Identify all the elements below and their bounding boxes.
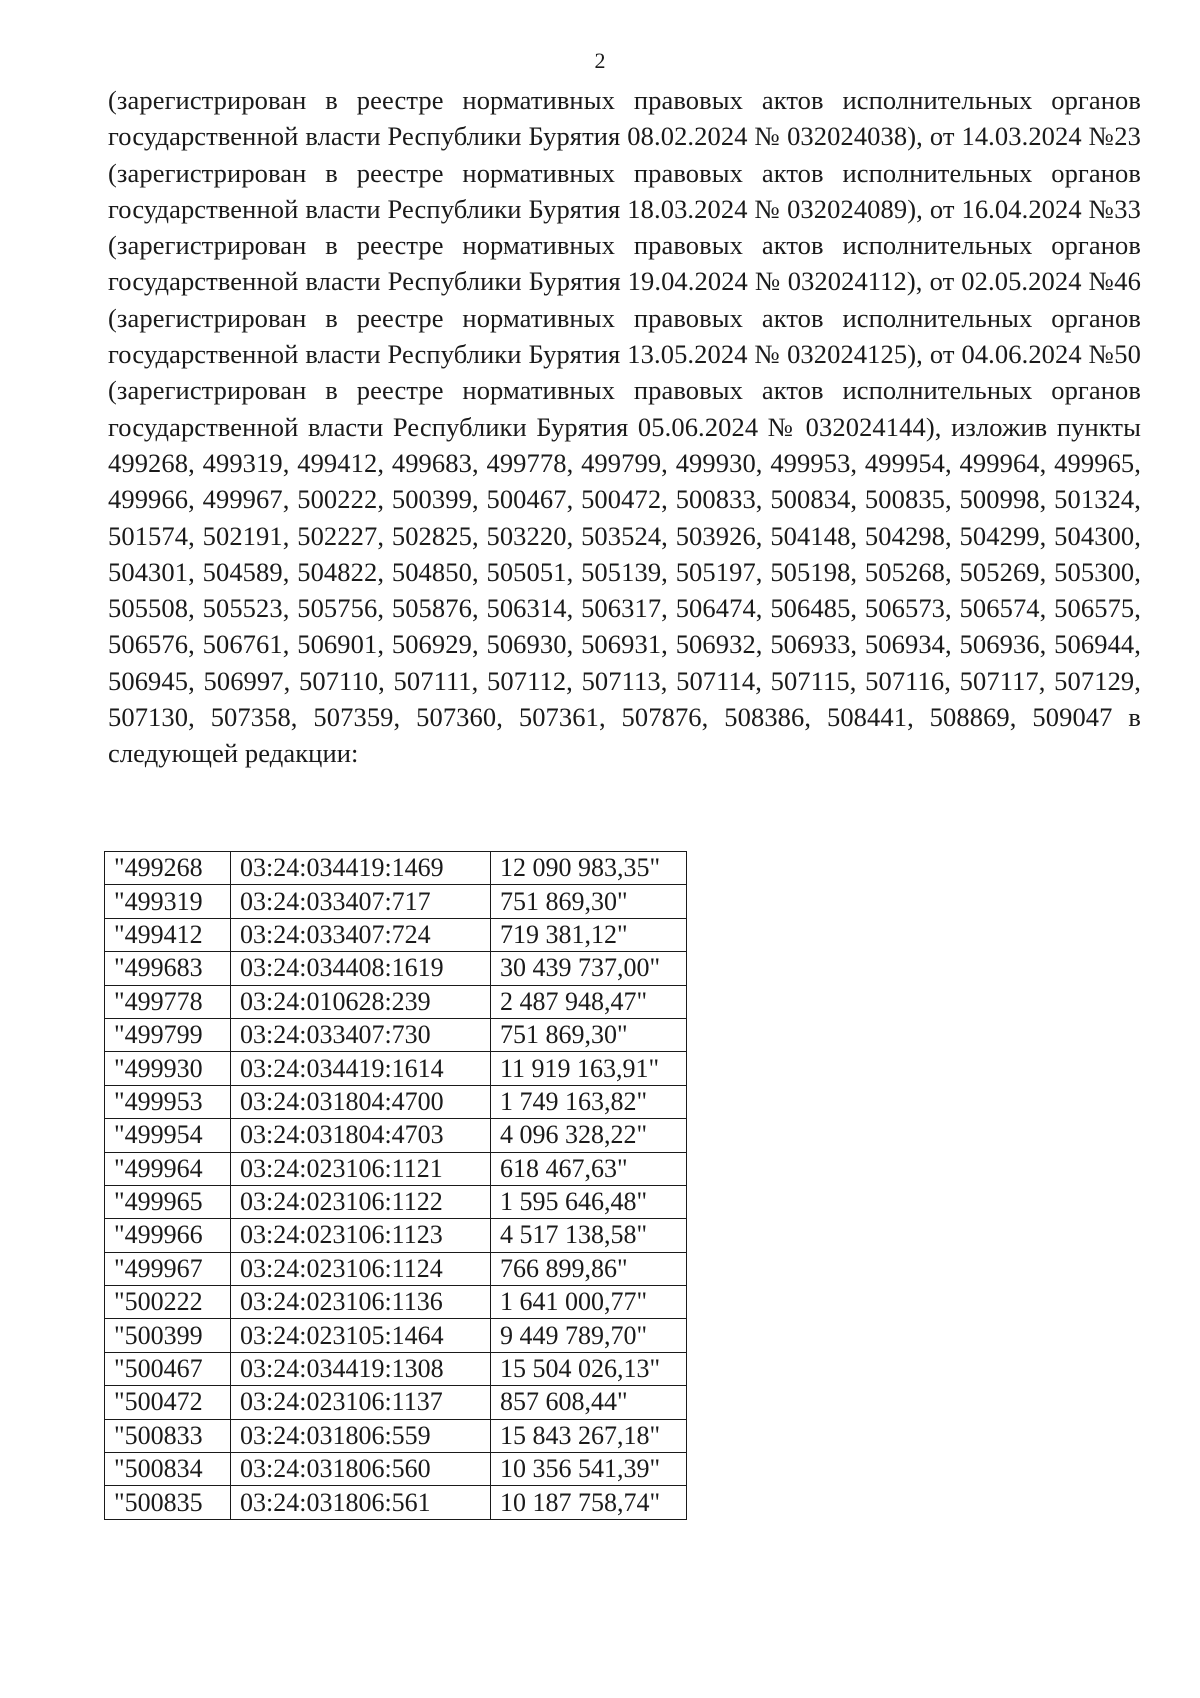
cadastral-value-cell: 766 899,86"	[491, 1252, 687, 1285]
item-number-cell: "499268	[105, 852, 231, 885]
item-number-cell: "499954	[105, 1119, 231, 1152]
cadastral-value-cell: 15 843 267,18"	[491, 1419, 687, 1452]
item-number-cell: "499799	[105, 1018, 231, 1051]
body-paragraph: (зарегистрирован в реестре нормативных правовых актов исполнительных органов государственной власти Республики Бурятия 08.02.2024 № 032024038), от 14.03.2024 №23 (зарегистрирован в реестре нормативных правовых актов исполнительных органов государственной власти Республики Бурятия 18.03.2024 № 032024089), от 16.04.2024 №33 (зарегистрирован в реестре нормативных правовых актов исполнительных органов государственной власти Республики Бурятия 19.04.2024 № 032024112), от 02.05.2024 №46 (зарегистрирован в реестре нормативных правовых актов исполнительных органов государственной власти Республики Бурятия 13.05.2024 № 032024125), от 04.06.2024 №50 (зарегистрирован в реестре нормативных правовых актов исполнительных органов государственной власти Республики Бурятия 05.06.2024 № 032024144), изложив пункты 499268, 499319, 499412, 499683, 499778, 499799, 499930, 499953, 499954, 499964, 499965, 499966, 499967, 500222, 500399, 500467, 500472, 500833, 500834, 500835, 500998, 501324, 501574, 502191, 502227, 502825, 503220, 503524, 503926, 504148, 504298, 504299, 504300, 504301, 504589, 504822, 504850, 505051, 505139, 505197, 505198, 505268, 505269, 505300, 505508, 505523, 505756, 505876, 506314, 506317, 506474, 506485, 506573, 506574, 506575, 506576, 506761, 506901, 506929, 506930, 506931, 506932, 506933, 506934, 506936, 506944, 506945, 506997, 507110, 507111, 507112, 507113, 507114, 507115, 507116, 507117, 507129, 507130, 507358, 507359, 507360, 507361, 507876, 508386, 508441, 508869, 509047 в следующей редакции:	[108, 85, 1141, 769]
cadastral-value-cell: 751 869,30"	[491, 1018, 687, 1051]
item-number-cell: "500467	[105, 1352, 231, 1385]
table-row	[105, 1419, 687, 1452]
item-number-cell: "499930	[105, 1052, 231, 1085]
cadastral-number-cell: 03:24:031804:4700	[231, 1085, 491, 1118]
cadastral-value-cell: 4 096 328,22"	[491, 1119, 687, 1152]
table-row	[105, 852, 687, 885]
cadastral-number-cell: 03:24:010628:239	[231, 985, 491, 1018]
item-number-cell: "500833	[105, 1419, 231, 1452]
table-row	[105, 885, 687, 918]
cadastral-number-cell: 03:24:023106:1124	[231, 1252, 491, 1285]
cadastral-value-cell: 1 749 163,82"	[491, 1085, 687, 1118]
cadastral-number-cell: 03:24:033407:730	[231, 1018, 491, 1051]
item-number-cell: "499964	[105, 1152, 231, 1185]
table-row	[105, 985, 687, 1018]
cadastral-value-cell: 618 467,63"	[491, 1152, 687, 1185]
item-number-cell: "499412	[105, 918, 231, 951]
cadastral-value-cell: 10 187 758,74"	[491, 1486, 687, 1519]
table-row	[105, 1453, 687, 1486]
item-number-cell: "499966	[105, 1219, 231, 1252]
cadastral-value-cell: 4 517 138,58"	[491, 1219, 687, 1252]
table-row	[105, 1018, 687, 1051]
cadastral-value-cell: 2 487 948,47"	[491, 985, 687, 1018]
item-number-cell: "499965	[105, 1185, 231, 1218]
page-number: 2	[594, 48, 606, 73]
cadastral-number-cell: 03:24:034419:1308	[231, 1352, 491, 1385]
item-number-cell: "500835	[105, 1486, 231, 1519]
table-row	[105, 1052, 687, 1085]
cadastral-number-cell: 03:24:031804:4703	[231, 1119, 491, 1152]
cadastral-value-cell: 30 439 737,00"	[491, 952, 687, 985]
cadastral-number-cell: 03:24:023106:1137	[231, 1386, 491, 1419]
item-number-cell: "500834	[105, 1453, 231, 1486]
item-number-cell: "500399	[105, 1319, 231, 1352]
table-row	[105, 1152, 687, 1185]
item-number-cell: "499778	[105, 985, 231, 1018]
table-row	[105, 1185, 687, 1218]
table-row	[105, 1386, 687, 1419]
cadastral-number-cell: 03:24:023106:1122	[231, 1185, 491, 1218]
item-number-cell: "499319	[105, 885, 231, 918]
table-row	[105, 1486, 687, 1519]
cadastral-value-cell: 15 504 026,13"	[491, 1352, 687, 1385]
cadastral-value-cell: 10 356 541,39"	[491, 1453, 687, 1486]
table-row	[105, 1352, 687, 1385]
cadastral-number-cell: 03:24:023105:1464	[231, 1319, 491, 1352]
cadastral-value-cell: 1 641 000,77"	[491, 1286, 687, 1319]
table-row	[105, 1119, 687, 1152]
cadastral-number-cell: 03:24:034419:1614	[231, 1052, 491, 1085]
cadastral-number-cell: 03:24:033407:724	[231, 918, 491, 951]
item-number-cell: "499967	[105, 1252, 231, 1285]
cadastral-value-cell: 9 449 789,70"	[491, 1319, 687, 1352]
table-row	[105, 952, 687, 985]
item-number-cell: "500222	[105, 1286, 231, 1319]
cadastral-value-cell: 11 919 163,91"	[491, 1052, 687, 1085]
item-number-cell: "500472	[105, 1386, 231, 1419]
table-row	[105, 1085, 687, 1118]
cadastral-number-cell: 03:24:023106:1136	[231, 1286, 491, 1319]
cadastral-value-table	[104, 851, 687, 1520]
cadastral-number-cell: 03:24:034419:1469	[231, 852, 491, 885]
cadastral-value-cell: 857 608,44"	[491, 1386, 687, 1419]
table-row	[105, 1286, 687, 1319]
cadastral-number-cell: 03:24:031806:560	[231, 1453, 491, 1486]
cadastral-number-cell: 03:24:034408:1619	[231, 952, 491, 985]
cadastral-number-cell: 03:24:031806:559	[231, 1419, 491, 1452]
cadastral-number-cell: 03:24:023106:1123	[231, 1219, 491, 1252]
item-number-cell: "499683	[105, 952, 231, 985]
table-row	[105, 1319, 687, 1352]
item-number-cell: "499953	[105, 1085, 231, 1118]
cadastral-number-cell: 03:24:033407:717	[231, 885, 491, 918]
cadastral-value-cell: 1 595 646,48"	[491, 1185, 687, 1218]
table-row	[105, 918, 687, 951]
cadastral-number-cell: 03:24:023106:1121	[231, 1152, 491, 1185]
table-row	[105, 1252, 687, 1285]
table-row	[105, 1219, 687, 1252]
cadastral-number-cell: 03:24:031806:561	[231, 1486, 491, 1519]
cadastral-value-cell: 719 381,12"	[491, 918, 687, 951]
cadastral-value-cell: 12 090 983,35"	[491, 852, 687, 885]
table-body	[105, 852, 687, 1520]
cadastral-value-cell: 751 869,30"	[491, 885, 687, 918]
